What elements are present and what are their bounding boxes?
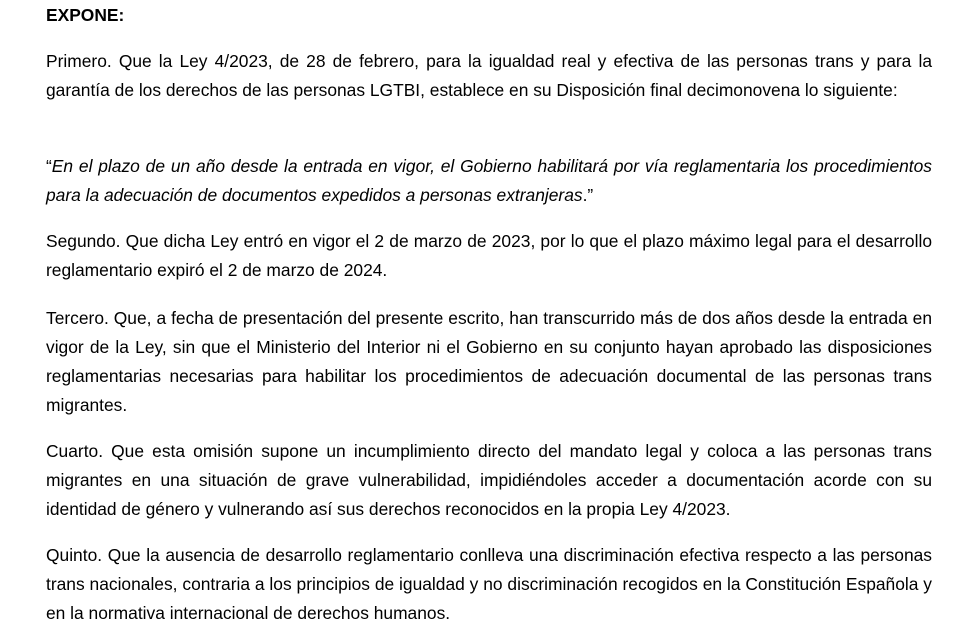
paragraph-cuarto: Cuarto. Que esta omisión supone un incumplimiento directo del mandato legal y coloca a las personas trans migrantes en una situación de grave vulnerabilidad, impidiéndoles acceder a documentación acorde con su identidad de género y vulnerando así sus derechos reconocidos en la propia Ley 4/2023. (46, 441, 932, 519)
paragraph-quinto: Quinto. Que la ausencia de desarrollo reglamentario conlleva una discriminación efectiva respecto a las personas trans nacionales, contraria a los principios de igualdad y no discriminación recogidos en la Constitución Española y en la normativa internacional de derechos humanos. (46, 545, 932, 623)
paragraph-segundo: Segundo. Que dicha Ley entró en vigor el 2 de marzo de 2023, por lo que el plazo máximo legal para el desarrollo reglamentario expiró el 2 de marzo de 2024. (46, 231, 932, 280)
quote-open-mark: “ (46, 156, 52, 176)
section-heading: EXPONE: (46, 5, 125, 25)
quote-close-mark: .” (582, 185, 594, 205)
paragraph-primero: Primero. Que la Ley 4/2023, de 28 de febrero, para la igualdad real y efectiva de las personas trans y para la garantía de los derechos de las personas LGTBI, establece en su Disposición final decimonovena lo siguiente: (46, 51, 932, 100)
quoted-provision (46, 152, 932, 210)
quoted-provision-text: En el plazo de un año desde la entrada en vigor, el Gobierno habilitará por vía reglamentaria los procedimientos para la adecuación de documentos expedidos a personas extranjeras (46, 156, 932, 205)
paragraph-tercero: Tercero. Que, a fecha de presentación del presente escrito, han transcurrido más de dos años desde la entrada en vigor de la Ley, sin que el Ministerio del Interior ni el Gobierno en su conjunto hayan aprobado las disposiciones reglamentarias necesarias para habilitar los procedimientos de adecuación documental de las personas trans migrantes. (46, 308, 932, 415)
